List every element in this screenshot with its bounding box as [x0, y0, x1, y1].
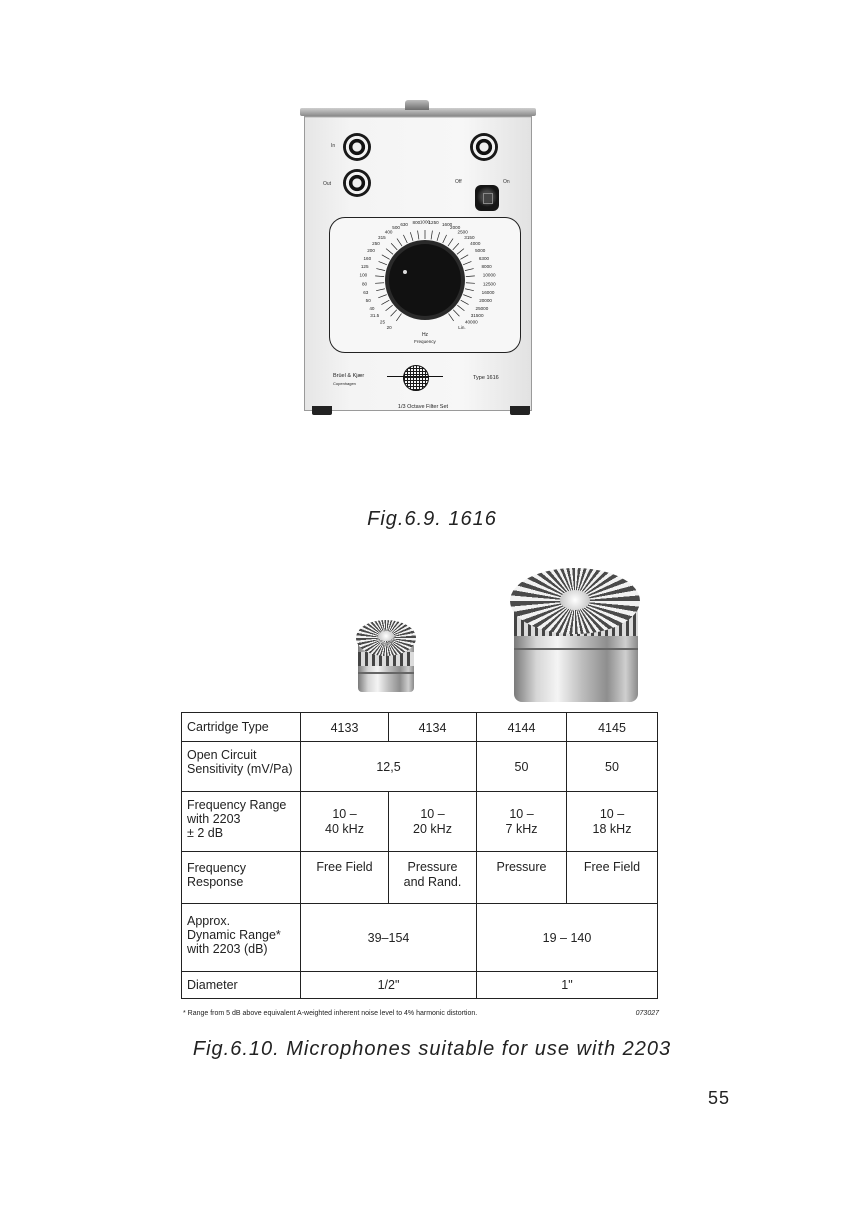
power-switch: [475, 185, 499, 211]
type-label: Type 1616: [473, 375, 499, 381]
label-line: Frequency Range: [187, 798, 287, 812]
dial-tick: [449, 314, 454, 321]
input-jack: [343, 133, 371, 161]
sensitivity-4133-4134: 12,5: [301, 742, 477, 792]
dial-tick-label: 200: [367, 248, 375, 254]
dial-tick: [375, 276, 384, 277]
dial-pointer: [403, 270, 407, 274]
half-inch-microphone-photo: [352, 618, 420, 694]
frequency-dial: [330, 218, 520, 352]
freq-range-4144: 10 – 7 kHz: [477, 792, 567, 852]
dial-tick: [381, 300, 389, 304]
dial-tick-label: 8000: [481, 264, 492, 270]
aux-jack: [470, 133, 498, 161]
dial-tick: [463, 295, 471, 298]
dial-tick-label: 400: [384, 229, 393, 235]
dial-tick-label: 12500: [482, 281, 496, 287]
dial-tick: [397, 239, 402, 246]
dial-tick: [386, 249, 393, 255]
dynamic-range-4133-4134: 39–154: [301, 904, 477, 972]
footnote-text: * Range from 5 dB above equivalent A-weighted inherent noise level to 4% harmonic distortion.: [183, 1010, 478, 1017]
dial-tick-label: 1250: [428, 220, 439, 226]
label-line: with 2203: [187, 812, 241, 826]
freq-response-4145: Free Field: [567, 852, 658, 904]
row-label-sensitivity: [182, 742, 301, 792]
dial-tick-label: 10000: [482, 272, 496, 278]
globe-logo-icon: [403, 365, 429, 391]
sensitivity-4145: 50: [567, 742, 658, 792]
in-jack-label: In: [331, 143, 336, 149]
dial-label: Frequency: [414, 339, 436, 344]
label-line: with 2203 (dB): [187, 942, 268, 956]
microphone-spec-table: [181, 712, 658, 999]
table-row: [182, 792, 658, 852]
dial-tick-label: 315: [378, 234, 386, 240]
dial-tick-label: 6300: [478, 255, 490, 261]
dial-tick-label: 2000: [450, 225, 461, 231]
row-label-frequency-range: [182, 792, 301, 852]
dial-tick-label: 100: [359, 272, 368, 278]
dial-tick: [460, 255, 468, 260]
off-label: Off: [455, 179, 462, 185]
dial-tick-label: 3150: [464, 234, 475, 240]
brand-name: Brüel & Kjær: [333, 373, 365, 379]
dial-tick-label: 2500: [457, 229, 468, 235]
device-foot-right: [510, 406, 530, 415]
brand-label: [333, 373, 364, 388]
out-jack-label: Out: [323, 181, 332, 187]
dial-tick-label: 50: [365, 298, 371, 304]
freq-response-4144: Pressure: [477, 852, 567, 904]
freq-response-4134: Pressure and Rand.: [389, 852, 477, 904]
dial-tick-label: 500: [392, 225, 400, 231]
diameter-one-inch: 1": [477, 972, 658, 999]
dial-tick-label: 20000: [479, 298, 492, 304]
dial-tick: [457, 305, 464, 311]
row-label-frequency-response: [182, 852, 301, 904]
freq-range-4133: 10 – 40 kHz: [301, 792, 389, 852]
figure-caption-1616: Fig.6.9. 1616: [367, 508, 497, 530]
dial-tick: [376, 289, 385, 291]
dial-tick-label: 31500: [470, 313, 484, 319]
output-jack: [343, 169, 371, 197]
figure-code: 073027: [635, 1010, 659, 1017]
dial-tick: [403, 235, 407, 243]
dial-tick: [437, 232, 440, 241]
label-line: Sensitivity (mV/Pa): [187, 762, 293, 776]
table-row: [182, 904, 658, 972]
dial-unit: Hz: [421, 332, 429, 338]
col-header-4133: 4133: [301, 713, 389, 742]
dial-tick-label: 5000: [475, 248, 486, 254]
label-line: Approx.: [187, 914, 231, 928]
dial-tick: [448, 239, 453, 246]
dial-tick: [396, 314, 401, 321]
dial-tick: [457, 249, 464, 255]
dial-tick: [453, 243, 459, 250]
label-line: Response: [187, 875, 244, 889]
frequency-dial-panel: [329, 217, 521, 353]
dial-tick-label: 1600: [442, 222, 453, 228]
dial-tick: [453, 310, 459, 317]
dial-tick: [391, 243, 397, 250]
table-footnote: [183, 1010, 659, 1017]
dial-tick: [391, 310, 397, 317]
one-inch-microphone-photo: [508, 566, 656, 706]
dial-tick-label: 125: [360, 264, 369, 270]
brand-city: Copenhagen: [333, 381, 356, 386]
dial-tick-label: 25000: [475, 305, 489, 311]
dial-tick: [379, 261, 387, 264]
dial-tick-label: 800: [412, 220, 421, 226]
dial-tick: [382, 255, 390, 260]
diameter-half-inch: 1/2": [301, 972, 477, 999]
dial-tick-label: 630: [400, 222, 408, 228]
on-label: On: [503, 179, 510, 185]
dynamic-range-4144-4145: 19 – 140: [477, 904, 658, 972]
dial-tick: [386, 305, 393, 311]
device-top-handle: [405, 100, 429, 110]
dial-tick-label: Lin.: [458, 325, 466, 331]
col-header-4145: 4145: [567, 713, 658, 742]
dial-tick-label: 250: [372, 241, 380, 247]
freq-range-4134: 10 – 20 kHz: [389, 792, 477, 852]
dial-tick-label: 16000: [481, 289, 495, 295]
dial-tick: [463, 261, 471, 264]
product-label: 1/3 Octave Filter Set: [397, 404, 449, 410]
page-number: 55: [708, 1088, 731, 1108]
dial-tick: [378, 295, 386, 298]
dial-tick-label: 1000: [419, 219, 431, 225]
dial-tick-label: 40000: [464, 319, 478, 325]
dial-tick: [376, 269, 385, 271]
label-line: Open Circuit: [187, 748, 257, 762]
table-row: [182, 713, 658, 742]
dial-tick-label: 63: [363, 289, 369, 295]
dial-tick: [410, 232, 413, 241]
freq-range-4145: 10 – 18 kHz: [567, 792, 658, 852]
dial-tick-label: 4000: [470, 241, 481, 247]
col-header-4134: 4134: [389, 713, 477, 742]
label-line: ± 2 dB: [187, 826, 224, 840]
figure-caption-microphones: Fig.6.10. Microphones suitable for use with 2203: [192, 1038, 672, 1060]
dial-tick-label: 160: [363, 255, 372, 261]
dial-tick-label: 20: [386, 325, 392, 331]
device-body: [304, 116, 532, 411]
device-foot-left: [312, 406, 332, 415]
filter-set-photo: [300, 100, 536, 420]
table-row: [182, 742, 658, 792]
freq-response-4133: Free Field: [301, 852, 389, 904]
row-label-dynamic-range: [182, 904, 301, 972]
col-header-4144: 4144: [477, 713, 567, 742]
dial-tick: [375, 283, 384, 284]
dial-tick: [431, 231, 432, 240]
dial-tick: [418, 231, 419, 240]
dial-tick: [443, 235, 447, 243]
dial-tick: [461, 300, 469, 304]
dial-tick-label: 25: [379, 319, 386, 325]
label-line: Frequency: [187, 861, 247, 875]
dial-tick: [466, 276, 475, 277]
dial-knob: [389, 244, 461, 316]
dial-tick: [465, 269, 474, 271]
dial-tick: [465, 289, 474, 291]
sensitivity-4144: 50: [477, 742, 567, 792]
table-row: [182, 852, 658, 904]
row-label-diameter: Diameter: [182, 972, 301, 999]
table-row: [182, 972, 658, 999]
dial-tick: [466, 283, 475, 284]
dial-tick-label: 80: [362, 281, 368, 287]
dial-tick-label: 40: [369, 305, 375, 311]
dial-tick-label: 31.5: [370, 313, 380, 319]
row-label-cartridge-type: Cartridge Type: [182, 713, 301, 742]
label-line: Dynamic Range*: [187, 928, 281, 942]
